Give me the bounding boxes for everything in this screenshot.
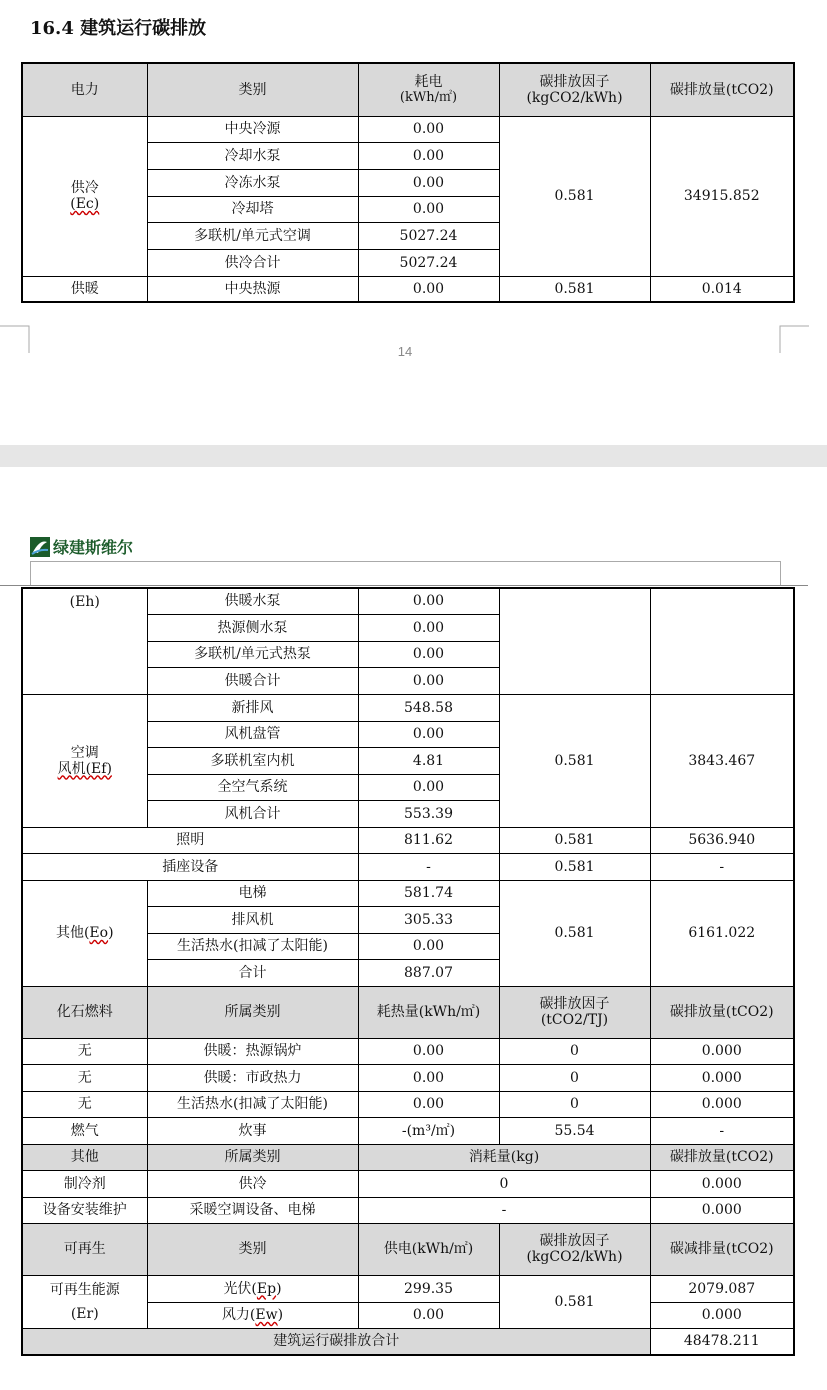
header-category: 类别 [147, 63, 358, 116]
row-name: 风机盘管 [147, 721, 358, 747]
group-heating: 供暖 [22, 276, 147, 302]
table-row [22, 827, 794, 853]
total-value: 48478.211 [650, 1328, 794, 1355]
row-name: 多联机/单元式热泵 [147, 641, 358, 667]
row-name: 合计 [147, 959, 358, 986]
row-value: 0.00 [358, 1091, 499, 1117]
row-value: 548.58 [358, 694, 499, 721]
page-number: 14 [397, 344, 413, 359]
row-name: 冷却塔 [147, 196, 358, 222]
misc-name: 制冷剂 [22, 1170, 147, 1197]
logo-icon [30, 537, 50, 557]
category-cell: 供冷 [147, 1170, 358, 1197]
row-name: 供冷合计 [147, 249, 358, 276]
row-name: 供暖合计 [147, 667, 358, 694]
row-value: 0.00 [358, 169, 499, 196]
table-row [22, 1038, 794, 1064]
table-row [22, 276, 794, 302]
header-factor: 碳排放因子 (kgCO2/kWh) [499, 63, 650, 116]
heating-factor: 0.581 [499, 276, 650, 302]
renew-header-row [22, 1223, 794, 1275]
header-category: 所属类别 [147, 1144, 358, 1170]
row-name: 供暖水泵 [147, 588, 358, 614]
factor-cell: 0 [499, 1038, 650, 1064]
row-value: 581.74 [358, 880, 499, 906]
table-row [22, 853, 794, 880]
header-misc: 其他 [22, 1144, 147, 1170]
fan-factor: 0.581 [499, 694, 650, 827]
fuel-cell: 燃气 [22, 1117, 147, 1144]
row-value: 0.00 [358, 276, 499, 302]
factor-cell: 0 [499, 1091, 650, 1117]
cooling-factor: 0.581 [499, 116, 650, 276]
table-row [22, 1091, 794, 1117]
row-value: 0.00 [358, 614, 499, 641]
socket-label: 插座设备 [22, 853, 358, 880]
row-name: 电梯 [147, 880, 358, 906]
header-heat: 耗热量(kWh/㎡) [358, 986, 499, 1038]
row-name: 风机合计 [147, 800, 358, 827]
row-value: 4.81 [358, 747, 499, 774]
category-cell: 炊事 [147, 1117, 358, 1144]
heating-emission: 0.014 [650, 276, 794, 302]
other-emission: 6161.022 [650, 880, 794, 986]
header-usage: 消耗量(kg) [358, 1144, 650, 1170]
other-factor: 0.581 [499, 880, 650, 986]
emission-cell: 2079.087 [650, 1275, 794, 1302]
table-header-row [22, 63, 794, 116]
socket-factor: 0.581 [499, 853, 650, 880]
header-consumption: 耗电 (kWh/㎡) [358, 63, 499, 116]
table-row [22, 880, 794, 906]
row-value: 553.39 [358, 800, 499, 827]
header-factor: 碳排放因子 (tCO2/TJ) [499, 986, 650, 1038]
table-row [22, 1117, 794, 1144]
row-value: - [358, 1197, 650, 1223]
emission-table-continued [21, 587, 795, 1356]
row-name: 冷冻水泵 [147, 169, 358, 196]
emission-cell: 0.000 [650, 1197, 794, 1223]
row-name: 多联机室内机 [147, 747, 358, 774]
row-name: 多联机/单元式空调 [147, 222, 358, 249]
row-value: 0.00 [358, 142, 499, 169]
header-emission: 碳排放量(tCO2) [650, 1144, 794, 1170]
row-value: 0.00 [358, 774, 499, 800]
row-value: -(m³/㎡) [358, 1117, 499, 1144]
heating-factor-cell [499, 588, 650, 694]
header-fossil: 化石燃料 [22, 986, 147, 1038]
header-emission: 碳排放量(tCO2) [650, 986, 794, 1038]
row-name: 中央热源 [147, 276, 358, 302]
emission-cell: - [650, 1117, 794, 1144]
lighting-emission: 5636.940 [650, 827, 794, 853]
emission-cell: 0.000 [650, 1064, 794, 1091]
header-supply: 供电(kWh/㎡) [358, 1223, 499, 1275]
total-row [22, 1328, 794, 1355]
factor-cell: 55.54 [499, 1117, 650, 1144]
row-name: 全空气系统 [147, 774, 358, 800]
row-value: 5027.24 [358, 222, 499, 249]
row-name: 风力(Ew) [147, 1302, 358, 1328]
header-factor: 碳排放因子 (kgCO2/kWh) [499, 1223, 650, 1275]
lighting-label: 照明 [22, 827, 358, 853]
page-header-box [30, 561, 781, 586]
table-row [22, 1064, 794, 1091]
category-cell: 生活热水(扣减了太阳能) [147, 1091, 358, 1117]
logo-text: 绿建斯维尔 [53, 538, 134, 557]
row-name: 热源侧水泵 [147, 614, 358, 641]
row-name: 中央冷源 [147, 116, 358, 142]
header-emission: 碳排放量(tCO2) [650, 63, 794, 116]
row-value: 0.00 [358, 933, 499, 959]
group-fan: 空调 风机(Ef) [22, 694, 147, 827]
table-row [22, 116, 794, 142]
table-row [22, 1275, 794, 1302]
group-cooling: 供冷 (Ec) [22, 116, 147, 276]
cooling-emission: 34915.852 [650, 116, 794, 276]
page-gap [0, 445, 827, 467]
page-header-line [0, 585, 808, 586]
fan-emission: 3843.467 [650, 694, 794, 827]
fuel-cell: 无 [22, 1091, 147, 1117]
row-value: 0.00 [358, 641, 499, 667]
group-other: 其他(Eo) [22, 880, 147, 986]
table-row [22, 694, 794, 721]
heating-emission-cell [650, 588, 794, 694]
header-electricity: 电力 [22, 63, 147, 116]
row-value: 0 [358, 1170, 650, 1197]
row-value: 0.00 [358, 588, 499, 614]
row-value: 305.33 [358, 906, 499, 933]
socket-emission: - [650, 853, 794, 880]
row-value: - [358, 853, 499, 880]
row-value: 887.07 [358, 959, 499, 986]
row-value: 0.00 [358, 1064, 499, 1091]
emission-cell: 0.000 [650, 1170, 794, 1197]
category-cell: 采暖空调设备、电梯 [147, 1197, 358, 1223]
header-category: 类别 [147, 1223, 358, 1275]
row-value: 299.35 [358, 1275, 499, 1302]
table-row [22, 588, 794, 614]
header-category: 所属类别 [147, 986, 358, 1038]
group-heating-cont: (Eh) [22, 588, 147, 694]
row-value: 0.00 [358, 667, 499, 694]
misc-name: 设备安装维护 [22, 1197, 147, 1223]
row-value: 811.62 [358, 827, 499, 853]
total-label: 建筑运行碳排放合计 [22, 1328, 650, 1355]
row-name: 新排风 [147, 694, 358, 721]
lighting-factor: 0.581 [499, 827, 650, 853]
fossil-header-row [22, 986, 794, 1038]
emission-cell: 0.000 [650, 1038, 794, 1064]
row-value: 0.00 [358, 1302, 499, 1328]
misc-header-row [22, 1144, 794, 1170]
table-row [22, 1197, 794, 1223]
row-name: 生活热水(扣减了太阳能) [147, 933, 358, 959]
row-value: 0.00 [358, 116, 499, 142]
emission-cell: 0.000 [650, 1302, 794, 1328]
renew-factor: 0.581 [499, 1275, 650, 1328]
category-cell: 供暖：市政热力 [147, 1064, 358, 1091]
category-cell: 供暖：热源锅炉 [147, 1038, 358, 1064]
logo [30, 535, 133, 558]
factor-cell: 0 [499, 1064, 650, 1091]
row-name: 冷却水泵 [147, 142, 358, 169]
fuel-cell: 无 [22, 1038, 147, 1064]
header-reduction: 碳减排量(tCO2) [650, 1223, 794, 1275]
row-value: 0.00 [358, 196, 499, 222]
group-renewable: 可再生能源 (Er) [22, 1275, 147, 1328]
row-value: 0.00 [358, 1038, 499, 1064]
row-value: 5027.24 [358, 249, 499, 276]
header-renewable: 可再生 [22, 1223, 147, 1275]
table-row [22, 1170, 794, 1197]
emission-cell: 0.000 [650, 1091, 794, 1117]
row-name: 排风机 [147, 906, 358, 933]
section-title: 16.4 建筑运行碳排放 [30, 18, 207, 39]
fuel-cell: 无 [22, 1064, 147, 1091]
electricity-table [21, 62, 795, 303]
row-value: 0.00 [358, 721, 499, 747]
row-name: 光伏(Ep) [147, 1275, 358, 1302]
